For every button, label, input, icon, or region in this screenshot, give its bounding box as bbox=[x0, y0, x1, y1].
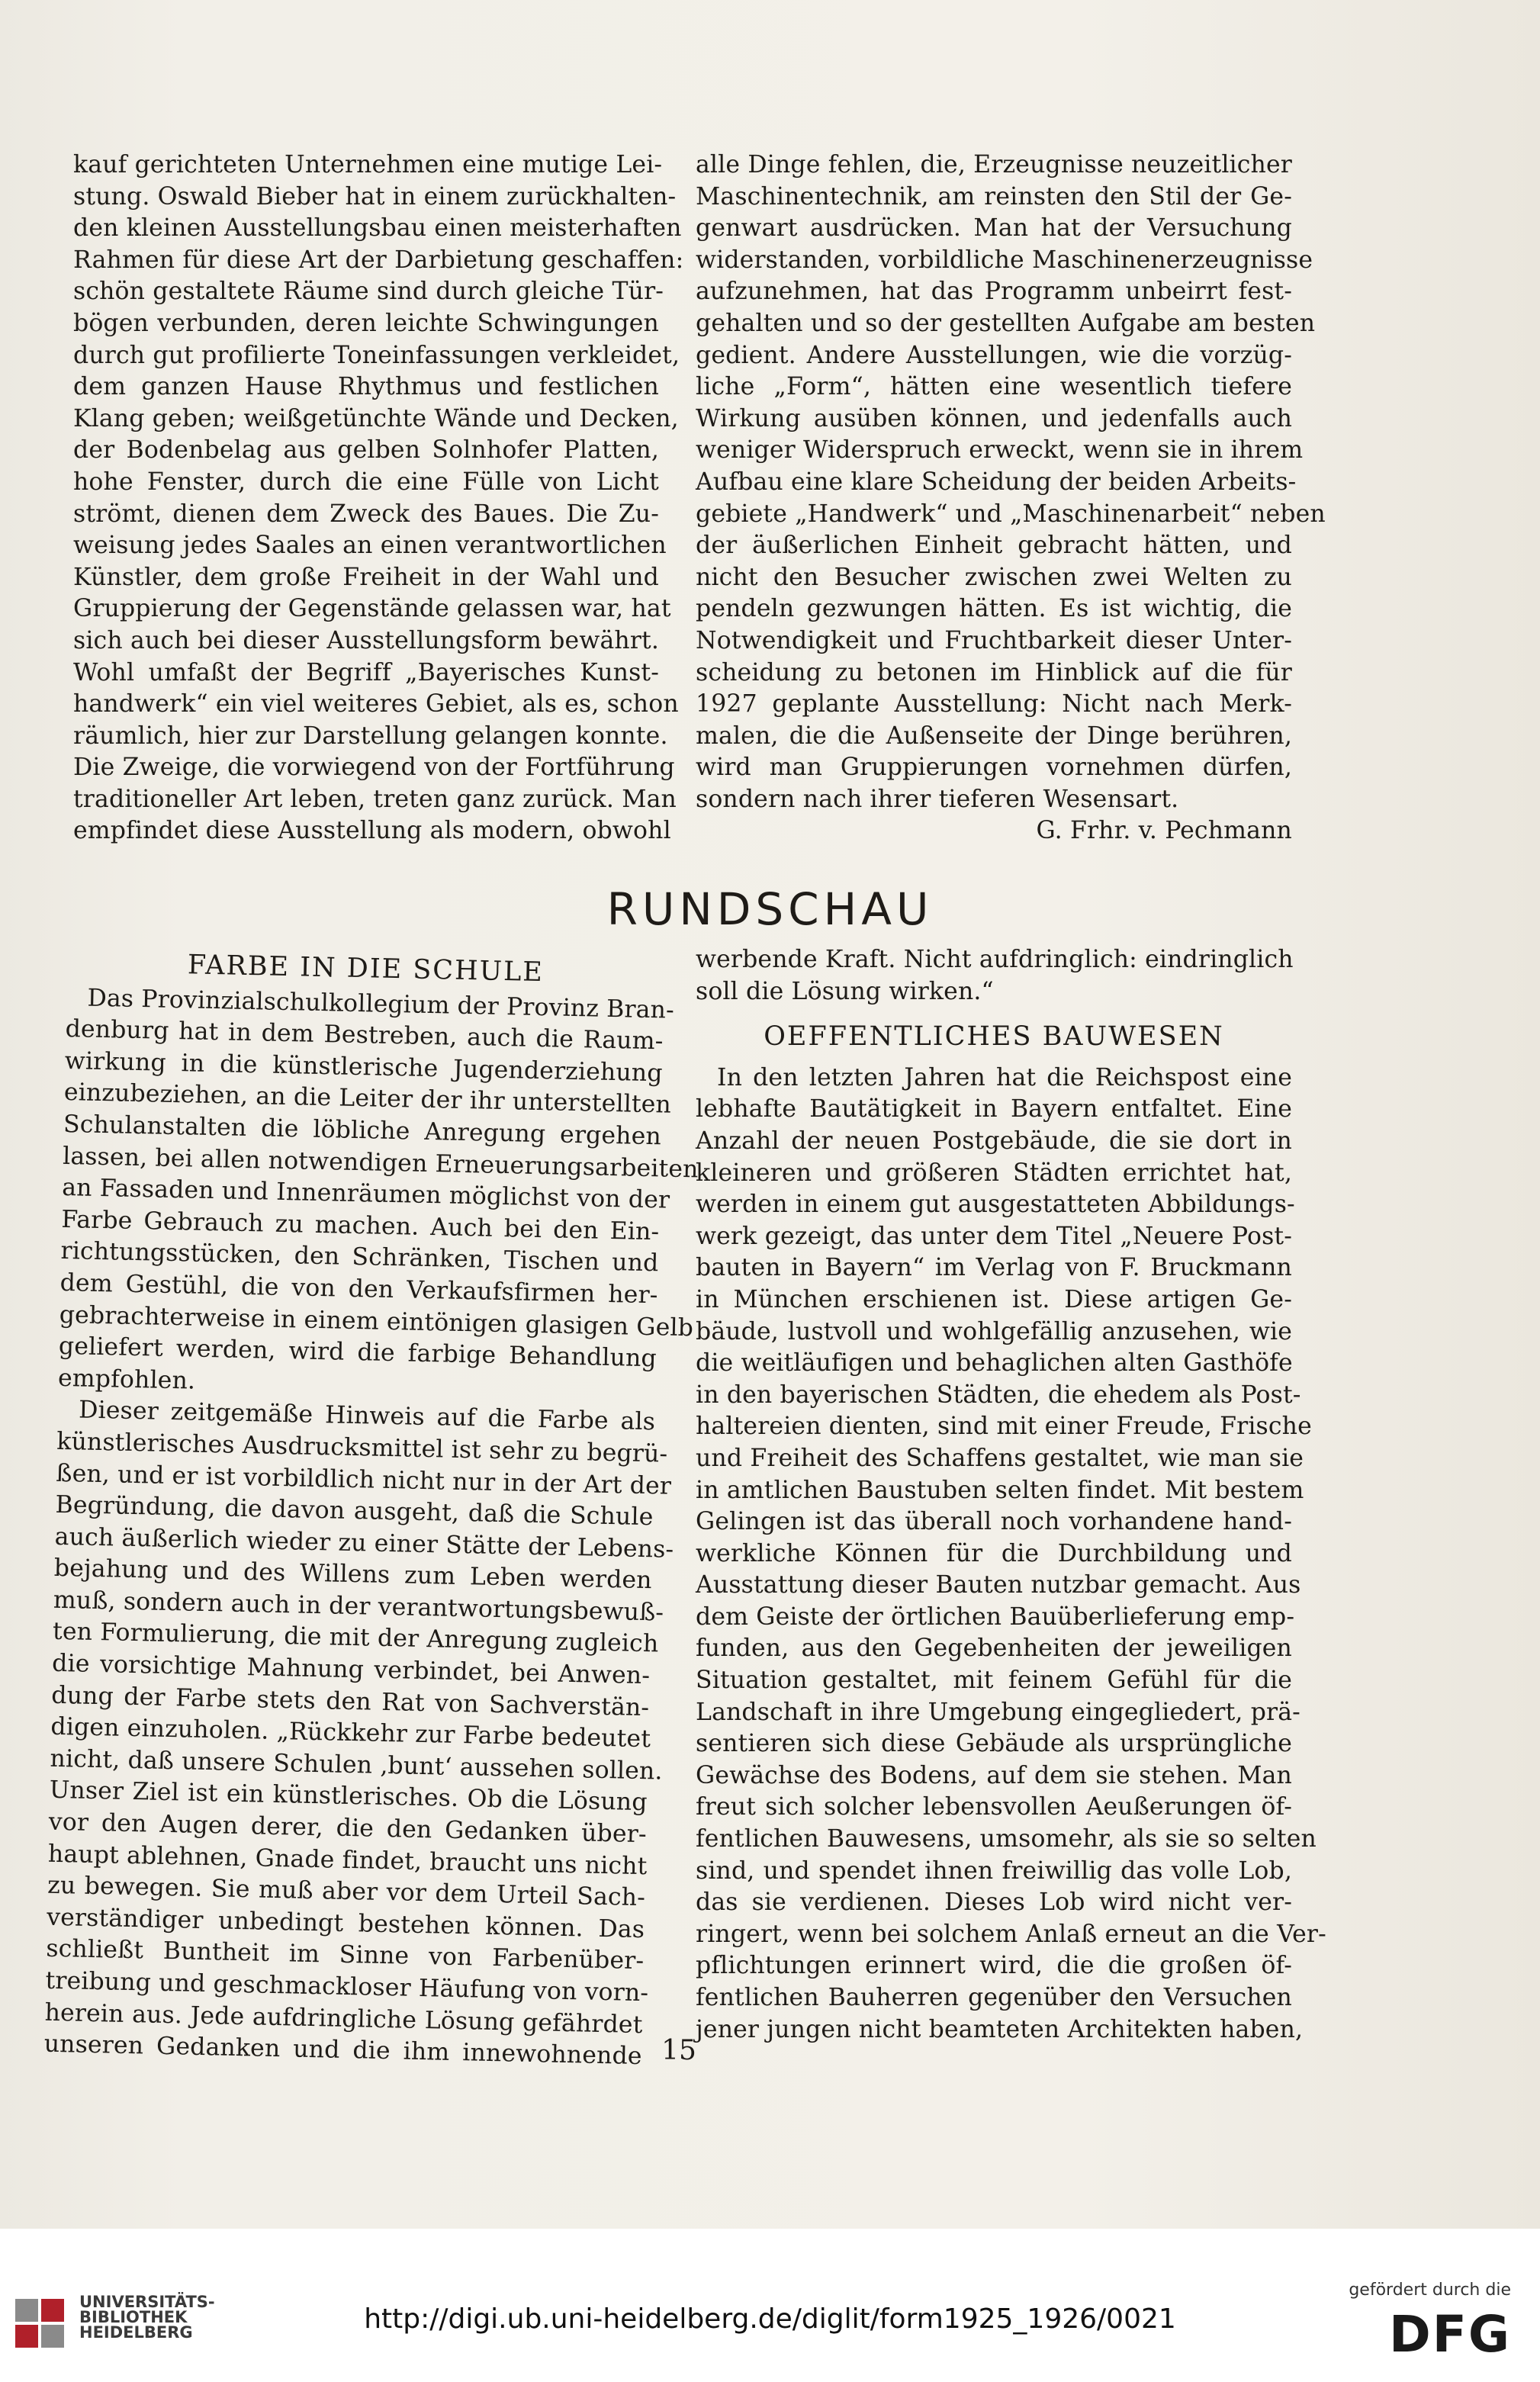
text-line: treibung und geschmackloser Häufung von vorn- bbox=[45, 1966, 649, 2008]
text-line: dung der Farbe stets den Rat von Sachverstän- bbox=[51, 1681, 650, 1721]
text-line: bauten in Bayern“ im Verlag von F. Bruckmann bbox=[696, 1254, 1292, 1282]
text-line: weniger Widerspruch erweckt, wenn sie in ihrem bbox=[696, 436, 1304, 465]
text-line: funden, aus den Gegebenheiten der jeweiligen bbox=[696, 1635, 1292, 1663]
text-line: gebiete „Handwerk“ und „Maschinenarbeit“ neben bbox=[696, 500, 1326, 528]
text-line: liche „Form“, hätten eine wesentlich tiefere bbox=[696, 373, 1292, 401]
text-line: pflichtungen erinnert wird, die die großen öf- bbox=[696, 1952, 1292, 1980]
text-line: dem ganzen Hause Rhythmus und festlichen bbox=[73, 373, 659, 401]
text-line: werk gezeigt, das unter dem Titel „Neuere Post- bbox=[696, 1222, 1292, 1250]
text-line: widerstanden, vorbildliche Maschinenerzeugnisse bbox=[696, 246, 1313, 274]
column-right-top bbox=[696, 149, 1326, 847]
text-line: das sie verdienen. Dieses Lob wird nicht ver- bbox=[696, 1889, 1292, 1917]
text-line: Anzahl der neuen Postgebäude, die sie dort in bbox=[696, 1127, 1292, 1155]
text-line: wird man Gruppierungen vornehmen dürfen, bbox=[696, 754, 1292, 782]
text-line: Aufbau eine klare Scheidung der beiden Arbeits- bbox=[696, 468, 1297, 496]
page-number: 15 bbox=[661, 2035, 696, 2066]
text-line: die weitläufigen und behaglichen alten Gasthöfe bbox=[696, 1349, 1293, 1377]
text-line: räumlich, hier zur Darstellung gelangen konnte. bbox=[73, 722, 668, 750]
text-line: muß, sondern auch in der verantwortungsbewuß- bbox=[53, 1586, 664, 1627]
text-line: empfindet diese Ausstellung als modern, obwohl bbox=[73, 817, 671, 845]
text-line: soll die Lösung wirken.“ bbox=[696, 977, 994, 1005]
text-line: Rahmen für diese Art der Darbietung geschaffen: bbox=[73, 246, 684, 274]
funder-caption: gefördert durch die bbox=[1349, 2281, 1511, 2300]
text-line: schließt Buntheit im Sinne von Farbenüber- bbox=[46, 1935, 645, 1975]
text-line: zu bewegen. Sie muß aber vor dem Urteil Sach- bbox=[47, 1871, 646, 1912]
text-line: lassen, bei allen notwendigen Erneuerungsarbeiten bbox=[62, 1142, 699, 1183]
text-line: sind, und spendet ihnen freiwillig das volle Lob, bbox=[696, 1856, 1292, 1885]
text-line: traditioneller Art leben, treten ganz zurück. Man bbox=[73, 785, 677, 813]
text-line: bejahung und des Willens zum Leben werden bbox=[53, 1554, 653, 1595]
text-line: der Bodenbelag aus gelben Solnhofer Platten, bbox=[73, 436, 659, 465]
text-line: jener jungen nicht beamteten Architekten haben, bbox=[696, 2015, 1304, 2043]
text-line: gedient. Andere Ausstellungen, wie die vorzüg- bbox=[696, 341, 1292, 369]
text-line: Notwendigkeit und Fruchtbarkeit dieser Unter- bbox=[696, 626, 1292, 654]
text-line: alle Dinge fehlen, die, Erzeugnisse neuzeitlicher bbox=[696, 151, 1292, 178]
text-line: Begründung, die davon ausgeht, daß die Schule bbox=[55, 1490, 654, 1532]
text-line: sich auch bei dieser Ausstellungsform bewährt. bbox=[73, 626, 659, 654]
text-line: künstlerisches Ausdrucksmittel ist sehr zu begrü- bbox=[56, 1427, 668, 1468]
text-line: Gewächse des Bodens, auf dem sie stehen. Man bbox=[696, 1761, 1292, 1789]
text-line: Situation gestaltet, mit feinem Gefühl für die bbox=[696, 1667, 1292, 1695]
text-line: nicht, daß unsere Schulen ‚bunt‘ aussehen sollen. bbox=[50, 1744, 663, 1786]
text-line: wirkung in die künstlerische Jugenderziehung bbox=[64, 1046, 664, 1088]
text-line: bäude, lustvoll und wohlgefällig anzusehen, wie bbox=[696, 1317, 1292, 1345]
author-signature: G. Frhr. v. Pechmann bbox=[1036, 817, 1292, 845]
text-line: gebrachterweise in einem eintönigen glasigen Gelb bbox=[59, 1300, 694, 1342]
text-line: auch äußerlich wieder zu einer Stätte der Lebens- bbox=[54, 1522, 674, 1564]
text-line: lebhafte Bautätigkeit in Bayern entfaltet. Eine bbox=[696, 1095, 1292, 1123]
text-line: Ausstattung dieser Bauten nutzbar gemacht. Aus bbox=[696, 1571, 1301, 1599]
text-line: in München erschienen ist. Diese artigen Ge- bbox=[696, 1285, 1292, 1313]
text-line: Wohl umfaßt der Begriff „Bayerisches Kunst- bbox=[73, 658, 659, 686]
text-line: bögen verbunden, deren leichte Schwingungen bbox=[73, 309, 659, 337]
text-line: Gruppierung der Gegenstände gelassen war, hat bbox=[73, 595, 671, 623]
library-name-line: BIBLIOTHEK bbox=[79, 2308, 188, 2326]
text-line: richtungsstücken, den Schränken, Tischen und bbox=[60, 1237, 659, 1278]
text-line: den kleinen Ausstellungsbau einen meisterhaften bbox=[73, 214, 682, 243]
text-line: herein aus. Jede aufdringliche Lösung gefährdet bbox=[44, 1998, 643, 2039]
text-line: gehalten und so der gestellten Aufgabe am besten bbox=[696, 309, 1316, 337]
text-line: ringert, wenn bei solchem Anlaß erneut an die Ver- bbox=[696, 1920, 1326, 1948]
text-line: in den bayerischen Städten, die ehedem als Post- bbox=[696, 1381, 1301, 1409]
text-line: haltereien dienten, sind mit einer Freude, Frische bbox=[696, 1413, 1312, 1441]
text-line: aufzunehmen, hat das Programm unbeirrt fest- bbox=[696, 278, 1292, 306]
dfg-logo: DFG bbox=[1388, 2305, 1511, 2364]
text-line: durch gut profilierte Toneinfassungen verkleidet, bbox=[73, 341, 680, 369]
text-line: nicht den Besucher zwischen zwei Welten zu bbox=[696, 563, 1292, 591]
text-line: dem Gestühl, die von den Verkaufsfirmen her- bbox=[59, 1268, 658, 1310]
text-line: malen, die die Außenseite der Dinge berühren, bbox=[696, 722, 1292, 750]
text-line: Dieser zeitgemäße Hinweis auf die Farbe als bbox=[78, 1396, 656, 1436]
text-line: digen einzuholen. „Rückkehr zur Farbe bedeutet bbox=[50, 1713, 651, 1754]
column-right-bottom bbox=[696, 944, 1326, 2046]
text-line: 1927 geplante Ausstellung: Nicht nach Merk- bbox=[696, 690, 1292, 718]
text-line: dem Geiste der örtlichen Bauüberlieferung emp- bbox=[696, 1602, 1295, 1631]
text-line: Farbe Gebrauch zu machen. Auch bei den Ein- bbox=[61, 1205, 660, 1246]
text-line: werkliche Können für die Durchbildung und bbox=[696, 1539, 1292, 1567]
text-line: genwart ausdrücken. Man hat der Versuchung bbox=[696, 214, 1292, 243]
text-line: Wirkung ausüben können, und jedenfalls auch bbox=[696, 404, 1292, 432]
text-line: Maschinentechnik, am reinsten den Stil der Ge- bbox=[696, 182, 1292, 211]
text-line: geliefert werden, wird die farbige Behandlung bbox=[58, 1332, 657, 1373]
text-line: Landschaft in ihre Umgebung eingegliedert, prä- bbox=[696, 1698, 1300, 1726]
column-left-top bbox=[73, 149, 684, 847]
text-line: in amtlichen Baustuben selten findet. Mit bestem bbox=[696, 1476, 1304, 1504]
text-line: die vorsichtige Mahnung verbindet, bei Anwen- bbox=[51, 1649, 651, 1690]
text-line: freut sich solcher lebensvollen Aeußerungen öf- bbox=[696, 1793, 1292, 1821]
text-line: Gelingen ist das überall noch vorhandene hand- bbox=[696, 1508, 1292, 1536]
text-line: und Freiheit des Schaffens gestaltet, wie man sie bbox=[696, 1444, 1304, 1472]
text-line: schön gestaltete Räume sind durch gleiche Tür- bbox=[73, 278, 664, 306]
text-line: handwerk“ ein viel weiteres Gebiet, als es, schon bbox=[73, 690, 679, 718]
library-name-line: HEIDELBERG bbox=[79, 2323, 193, 2342]
text-line: fentlichen Bauherren gegenüber den Versuchen bbox=[696, 1984, 1292, 2011]
text-line: der äußerlichen Einheit gebracht hätten, und bbox=[696, 532, 1292, 560]
text-line: In den letzten Jahren hat die Reichspost eine bbox=[717, 1063, 1292, 1091]
text-line: pendeln gezwungen hätten. Es ist wichtig, die bbox=[696, 595, 1292, 623]
text-line: haupt ablehnen, Gnade findet, braucht uns nicht bbox=[47, 1840, 648, 1880]
permalink-url[interactable]: http://digi.ub.uni-heidelberg.de/diglit/form1925_1926/0021 bbox=[364, 2303, 1176, 2335]
text-line: an Fassaden und Innenräumen möglichst von der bbox=[61, 1174, 670, 1214]
text-line: ten Formulierung, die mit der Anregung zugleich bbox=[52, 1618, 659, 1658]
library-name-line: UNIVERSITÄTS- bbox=[79, 2293, 215, 2311]
text-line: Schulanstalten die löbliche Anregung ergehen bbox=[63, 1110, 662, 1151]
section-heading: OEFFENTLICHES BAUWESEN bbox=[764, 1021, 1224, 1053]
text-line: unseren Gedanken und die ihm innewohnende bbox=[43, 2030, 643, 2071]
text-line: Künstler, dem große Freiheit in der Wahl und bbox=[73, 563, 659, 591]
text-line: Das Provinzialschulkollegium der Provinz Bran- bbox=[87, 984, 675, 1024]
text-line: Unser Ziel ist ein künstlerisches. Ob die Lösung bbox=[49, 1776, 648, 1817]
text-line: Klang geben; weißgetünchte Wände und Decken, bbox=[73, 404, 679, 432]
text-line: ßen, und er ist vorbildlich nicht nur in der Art der bbox=[56, 1459, 672, 1500]
footer-bar bbox=[0, 2229, 1540, 2382]
text-line: kleineren und größeren Städten errichtet hat, bbox=[696, 1159, 1292, 1187]
section-heading: FARBE IN DIE SCHULE bbox=[187, 950, 545, 988]
text-line: einzubeziehen, an die Leiter der ihr unterstellten bbox=[63, 1078, 672, 1120]
text-line: werbende Kraft. Nicht aufdringlich: eindringlich bbox=[696, 946, 1294, 973]
text-line: strömt, dienen dem Zweck des Baues. Die Zu- bbox=[73, 500, 659, 528]
text-line: fentlichen Bauwesens, umsomehr, als sie so selten bbox=[696, 1825, 1317, 1853]
text-line: stung. Oswald Bieber hat in einem zurückhalten- bbox=[73, 182, 677, 211]
text-line: sondern nach ihrer tieferen Wesensart. bbox=[696, 785, 1179, 813]
text-line: sentieren sich diese Gebäude als ursprüngliche bbox=[696, 1730, 1292, 1758]
text-line: hohe Fenster, durch die eine Fülle von Licht bbox=[73, 468, 659, 496]
text-line: verständiger unbedingt bestehen können. Das bbox=[46, 1903, 645, 1943]
text-line: empfohlen. bbox=[57, 1364, 196, 1395]
text-line: werden in einem gut ausgestatteten Abbildungs- bbox=[696, 1191, 1295, 1219]
text-line: kauf gerichteten Unternehmen eine mutige Lei- bbox=[73, 151, 663, 178]
section-title: RUNDSCHAU bbox=[606, 883, 934, 935]
text-line: weisung jedes Saales an einen verantwortlichen bbox=[73, 532, 667, 560]
text-line: vor den Augen derer, die den Gedanken über- bbox=[48, 1808, 648, 1849]
text-line: scheidung zu betonen im Hinblick auf die für bbox=[696, 658, 1292, 686]
text-line: Die Zweige, die vorwiegend von der Fortführung bbox=[73, 754, 675, 782]
text-line: denburg hat in dem Bestreben, auch die Raum- bbox=[65, 1015, 664, 1056]
